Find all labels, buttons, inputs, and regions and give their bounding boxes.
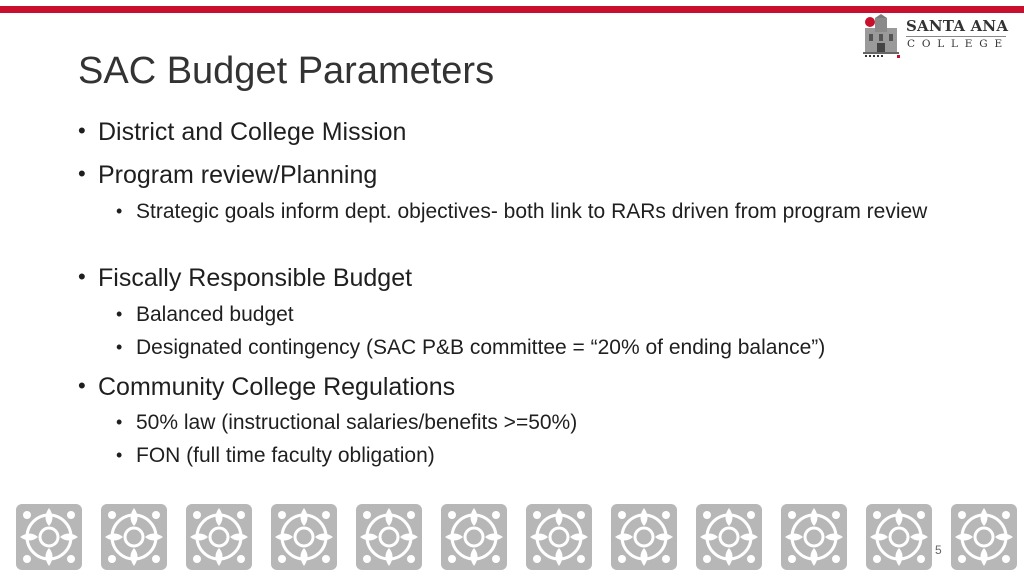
logo-name-line2: COLLEGE <box>907 38 1009 50</box>
ornament-tile-icon <box>611 504 677 570</box>
ornament-tile-icon <box>696 504 762 570</box>
ornament-tile-icon <box>186 504 252 570</box>
ornament-tile-icon <box>356 504 422 570</box>
bullet-dot-icon: • <box>116 412 123 432</box>
slide-title: SAC Budget Parameters <box>78 50 495 92</box>
bullet-dot-icon: • <box>116 337 123 357</box>
bullet-dot-icon: • <box>78 264 86 289</box>
page-number: 5 <box>935 543 942 557</box>
santa-ana-college-logo <box>862 14 1012 58</box>
decorative-tile-band <box>0 498 1024 576</box>
bullet-dot-icon: • <box>78 118 86 143</box>
ornament-tile-icon <box>271 504 337 570</box>
ornament-tile-icon <box>951 504 1017 570</box>
top-accent-bar <box>0 6 1024 13</box>
college-building-icon <box>862 14 900 58</box>
logo-divider <box>906 36 1006 37</box>
bullet-dot-icon: • <box>116 445 123 465</box>
ornament-tile-icon <box>16 504 82 570</box>
bullet-dot-icon: • <box>116 201 123 221</box>
ornament-tile-icon <box>781 504 847 570</box>
bullet-dot-icon: • <box>78 161 86 186</box>
ornament-tile-icon <box>866 504 932 570</box>
ornament-tile-icon <box>526 504 592 570</box>
bullet-dot-icon: • <box>116 304 123 324</box>
bullet-dot-icon: • <box>78 373 86 398</box>
ornament-tile-icon <box>101 504 167 570</box>
logo-name-line1: SANTA ANA <box>906 17 1009 35</box>
ornament-tile-icon <box>441 504 507 570</box>
